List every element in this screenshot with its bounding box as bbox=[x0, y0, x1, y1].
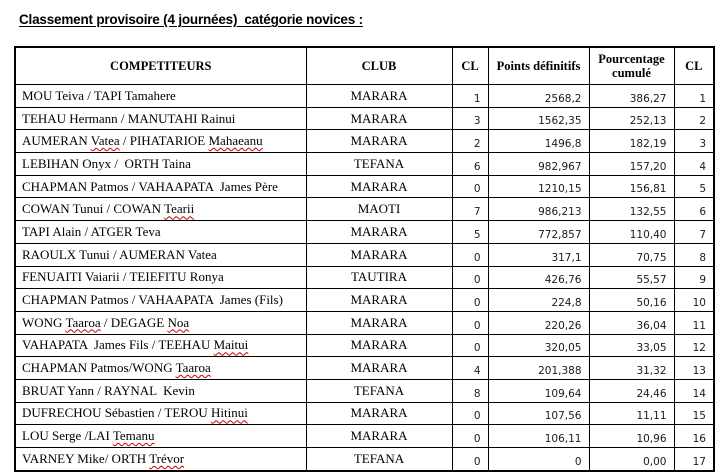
percentage-cell: 182,19 bbox=[589, 130, 674, 153]
percentage-cell: 55,57 bbox=[589, 266, 674, 289]
table-row bbox=[15, 130, 714, 153]
competitor-name-text: LOU Serge /LAI bbox=[22, 428, 113, 444]
club-cell: MARARA bbox=[306, 334, 452, 357]
competitors-cell bbox=[15, 130, 306, 153]
points-cell: 317,1 bbox=[488, 243, 589, 266]
competitor-name-misspelled: Mahaeanu bbox=[208, 133, 263, 149]
competitor-name-text: VAHAPATA James Fils / TEEHAU bbox=[22, 337, 214, 353]
competitor-name-text: TAPI Alain / ATGER Teva bbox=[22, 223, 161, 239]
competitors-cell bbox=[15, 198, 306, 221]
competitor-name-text: COWAN Tunui / COWAN bbox=[22, 201, 165, 217]
cl-day-cell: 8 bbox=[452, 379, 488, 402]
points-cell: 1210,15 bbox=[488, 175, 589, 198]
points-cell: 1496,8 bbox=[488, 130, 589, 153]
cl-rank-cell: 7 bbox=[674, 221, 714, 244]
competitors-cell bbox=[15, 448, 306, 471]
percentage-cell: 31,32 bbox=[589, 357, 674, 380]
competitors-cell bbox=[15, 266, 306, 289]
club-cell: MARARA bbox=[306, 243, 452, 266]
competitors-cell bbox=[15, 379, 306, 402]
competitor-name-misspelled: Temanu bbox=[112, 428, 155, 444]
table-row bbox=[15, 221, 714, 244]
percentage-cell: 157,20 bbox=[589, 153, 674, 176]
club-cell: MARARA bbox=[306, 221, 452, 244]
points-cell: 986,213 bbox=[488, 198, 589, 221]
header-points-definitifs: Points définitifs bbox=[488, 47, 589, 85]
cl-rank-cell: 2 bbox=[674, 107, 714, 130]
points-cell: 2568,2 bbox=[488, 85, 589, 108]
cl-day-cell: 7 bbox=[452, 198, 488, 221]
table-row bbox=[15, 357, 714, 380]
percentage-cell: 50,16 bbox=[589, 289, 674, 312]
competitor-name-misspelled: Vatea bbox=[90, 133, 120, 149]
table-row bbox=[15, 379, 714, 402]
table-row bbox=[15, 289, 714, 312]
cl-day-cell: 4 bbox=[452, 357, 488, 380]
competitor-name-text: VARNEY Mike/ ORTH bbox=[22, 450, 150, 466]
percentage-cell: 36,04 bbox=[589, 311, 674, 334]
competitors-cell bbox=[15, 221, 306, 244]
percentage-cell: 156,81 bbox=[589, 175, 674, 198]
club-cell: MAOTI bbox=[306, 198, 452, 221]
competitor-name-misspelled: Maitui bbox=[213, 337, 249, 353]
cl-day-cell: 1 bbox=[452, 85, 488, 108]
cl-rank-cell: 4 bbox=[674, 153, 714, 176]
percentage-cell: 0,00 bbox=[589, 448, 674, 471]
cl-rank-cell: 9 bbox=[674, 266, 714, 289]
table-row bbox=[15, 448, 714, 471]
competitor-name-misspelled: Taaroa bbox=[175, 360, 211, 376]
cl-day-cell: 0 bbox=[452, 448, 488, 471]
percentage-cell: 252,13 bbox=[589, 107, 674, 130]
cl-day-cell: 2 bbox=[452, 130, 488, 153]
percentage-cell: 11,11 bbox=[589, 402, 674, 425]
club-cell: MARARA bbox=[306, 402, 452, 425]
club-cell: MARARA bbox=[306, 311, 452, 334]
cl-day-cell: 3 bbox=[452, 107, 488, 130]
cl-rank-cell: 5 bbox=[674, 175, 714, 198]
club-cell: MARARA bbox=[306, 425, 452, 448]
percentage-cell: 70,75 bbox=[589, 243, 674, 266]
competitor-name-misspelled: Taaroa bbox=[65, 314, 101, 330]
table-row bbox=[15, 107, 714, 130]
competitors-cell bbox=[15, 311, 306, 334]
cl-rank-cell: 12 bbox=[674, 334, 714, 357]
competitors-cell bbox=[15, 402, 306, 425]
results-table-body bbox=[15, 85, 714, 471]
results-table bbox=[14, 46, 715, 472]
cl-rank-cell: 8 bbox=[674, 243, 714, 266]
cl-day-cell: 0 bbox=[452, 425, 488, 448]
cl-day-cell: 0 bbox=[452, 266, 488, 289]
cl-rank-cell: 6 bbox=[674, 198, 714, 221]
competitor-name-text: / PIHATARIOE bbox=[119, 133, 209, 149]
percentage-cell: 10,96 bbox=[589, 425, 674, 448]
points-cell: 320,05 bbox=[488, 334, 589, 357]
percentage-cell: 386,27 bbox=[589, 85, 674, 108]
points-cell: 107,56 bbox=[488, 402, 589, 425]
header-club: CLUB bbox=[306, 47, 452, 85]
header-competiteurs: COMPETITEURS bbox=[15, 47, 306, 85]
competitors-cell bbox=[15, 425, 306, 448]
competitor-name-text: CHAPMAN Patmos / VAHAAPATA James (Fils) bbox=[22, 292, 283, 308]
table-row bbox=[15, 402, 714, 425]
cl-day-cell: 0 bbox=[452, 243, 488, 266]
club-cell: MARARA bbox=[306, 107, 452, 130]
table-row bbox=[15, 334, 714, 357]
points-cell: 1562,35 bbox=[488, 107, 589, 130]
competitor-name-text: DUFRECHOU Sébastien / TEROU bbox=[22, 405, 211, 421]
competitor-name-text: AUMERAN bbox=[22, 133, 91, 149]
points-cell: 220,26 bbox=[488, 311, 589, 334]
cl-day-cell: 5 bbox=[452, 221, 488, 244]
competitors-cell bbox=[15, 107, 306, 130]
document-title: Classement provisoire (4 journées) catégorie novices : bbox=[19, 12, 363, 27]
points-cell: 224,8 bbox=[488, 289, 589, 312]
header-cl-day: CL bbox=[452, 47, 488, 85]
table-row bbox=[15, 85, 714, 108]
club-cell: TAUTIRA bbox=[306, 266, 452, 289]
competitors-cell bbox=[15, 243, 306, 266]
cl-rank-cell: 3 bbox=[674, 130, 714, 153]
cl-day-cell: 0 bbox=[452, 289, 488, 312]
competitor-name-text: MOU Teiva / TAPI Tamahere bbox=[22, 87, 176, 103]
competitor-name-misspelled: Hitinui bbox=[210, 405, 248, 421]
cl-day-cell: 0 bbox=[452, 334, 488, 357]
header-row bbox=[15, 47, 714, 85]
competitor-name-text: BRUAT Yann / RAYNAL Kevin bbox=[22, 382, 195, 398]
cl-rank-cell: 17 bbox=[674, 448, 714, 471]
percentage-cell: 33,05 bbox=[589, 334, 674, 357]
cl-rank-cell: 16 bbox=[674, 425, 714, 448]
table-row bbox=[15, 175, 714, 198]
competitor-name-text: RAOULX Tunui / AUMERAN Vatea bbox=[22, 246, 217, 262]
percentage-cell: 110,40 bbox=[589, 221, 674, 244]
header-cl-rank: CL bbox=[674, 47, 714, 85]
club-cell: MARARA bbox=[306, 289, 452, 312]
competitor-name-text: CHAPMAN Patmos/WONG bbox=[22, 360, 176, 376]
club-cell: TEFANA bbox=[306, 448, 452, 471]
competitor-name-text: / DEGAGE bbox=[100, 314, 168, 330]
competitors-cell bbox=[15, 334, 306, 357]
percentage-cell: 132,55 bbox=[589, 198, 674, 221]
competitor-name-text: FENUAITI Vaiarii / TEIEFITU Ronya bbox=[22, 269, 224, 285]
points-cell: 426,76 bbox=[488, 266, 589, 289]
table-row bbox=[15, 198, 714, 221]
club-cell: TEFANA bbox=[306, 379, 452, 402]
cl-day-cell: 0 bbox=[452, 175, 488, 198]
points-cell: 772,857 bbox=[488, 221, 589, 244]
club-cell: MARARA bbox=[306, 85, 452, 108]
percentage-cell: 24,46 bbox=[589, 379, 674, 402]
competitors-cell bbox=[15, 357, 306, 380]
cl-day-cell: 6 bbox=[452, 153, 488, 176]
table-row bbox=[15, 425, 714, 448]
competitors-cell bbox=[15, 175, 306, 198]
points-cell: 201,388 bbox=[488, 357, 589, 380]
competitor-name-misspelled: Tearii bbox=[164, 201, 195, 217]
competitor-name-text: CHAPMAN Patmos / VAHAAPATA James Père bbox=[22, 178, 278, 194]
cl-rank-cell: 11 bbox=[674, 311, 714, 334]
table-row bbox=[15, 266, 714, 289]
club-cell: MARARA bbox=[306, 175, 452, 198]
competitors-cell bbox=[15, 85, 306, 108]
cl-rank-cell: 15 bbox=[674, 402, 714, 425]
table-row bbox=[15, 153, 714, 176]
competitors-cell bbox=[15, 153, 306, 176]
header-pourcentage-cumule: Pourcentage cumulé bbox=[589, 47, 674, 85]
competitor-name-text: TEHAU Hermann / MANUTAHI Rainui bbox=[22, 110, 236, 126]
cl-rank-cell: 1 bbox=[674, 85, 714, 108]
club-cell: MARARA bbox=[306, 357, 452, 380]
table-row bbox=[15, 311, 714, 334]
cl-day-cell: 0 bbox=[452, 402, 488, 425]
points-cell: 0 bbox=[488, 448, 589, 471]
cl-day-cell: 0 bbox=[452, 311, 488, 334]
club-cell: MARARA bbox=[306, 130, 452, 153]
cl-rank-cell: 13 bbox=[674, 357, 714, 380]
competitors-cell bbox=[15, 289, 306, 312]
competitor-name-text: WONG bbox=[22, 314, 66, 330]
cl-rank-cell: 14 bbox=[674, 379, 714, 402]
competitor-name-text: LEBIHAN Onyx / ORTH Taina bbox=[22, 155, 191, 171]
points-cell: 106,11 bbox=[488, 425, 589, 448]
table-row bbox=[15, 243, 714, 266]
competitor-name-misspelled: Trévor bbox=[149, 450, 185, 466]
club-cell: TEFANA bbox=[306, 153, 452, 176]
cl-rank-cell: 10 bbox=[674, 289, 714, 312]
competitor-name-misspelled: Noa bbox=[167, 314, 190, 330]
points-cell: 109,64 bbox=[488, 379, 589, 402]
points-cell: 982,967 bbox=[488, 153, 589, 176]
